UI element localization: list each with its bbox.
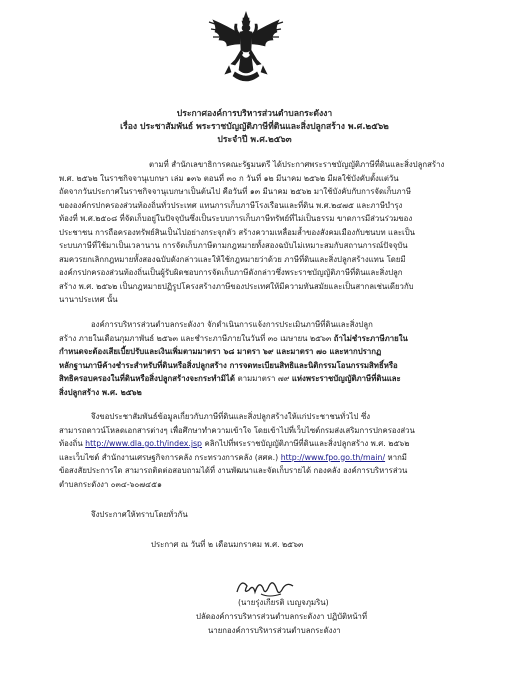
paragraph-3	[59, 410, 459, 491]
signer-title-1: ปลัดองค์การบริหารส่วนตำบลกระดังงา ปฏิบัติหน้าที่	[196, 612, 368, 621]
bold-segment: ถ้าไม่ชำระภาษีภายใน	[333, 333, 408, 343]
announcement-org-title: ประกาศองค์การบริหารส่วนตำบลกระดังงา	[176, 109, 333, 119]
paragraph-line	[59, 372, 459, 386]
fpo-website-link[interactable]: http://www.fpo.go.th/main/	[280, 452, 386, 462]
paragraph-line: องค์การบริหารส่วนตำบลกระดังงา จักดำเนินการแจ้งการประเมินภาษีที่ดินและสิ่งปลูก	[91, 320, 373, 329]
paragraph-line: ประชาชน การถือครองทรัพย์สินเป็นไปอย่างกระจุกตัว สร้างความเหลื่อมล้ำของสังคมเมืองกับชนบท และเป็น	[59, 227, 415, 237]
dla-website-link[interactable]: http://www.dla.go.th/index.jsp	[85, 439, 202, 448]
paragraph-line: ระบบภาษีที่ใช้มาเป็นเวลานาน การจัดเก็บภาษีตามกฎหมายทั้งสองฉบับไม่เหมาะสมกับสถานการณ์ปัจจุบัน	[59, 241, 408, 250]
paragraph-line: หลักฐานภาษีค้างชำระสำหรับที่ดินหรือสิ่งปลูกสร้าง การจดทะเบียนสิทธิและนิติกรรมโอนกรรมสิทธิ์หรือ	[59, 360, 398, 370]
signer-name: (นายรุ่งเกียรติ เบญจภุมริน)	[238, 598, 329, 607]
paragraph-line: องค์กรปกครองส่วนท้องถิ่นเป็นผู้รับผิดชอบการจัดเก็บภาษีดังกล่าวซึ่งพระราชบัญญัติภาษีที่ดินและสิ่งปลูก	[59, 268, 403, 277]
paragraph-line: ตามที่ สำนักเลขาธิการคณะรัฐมนตรี ได้ประกาศพระราชบัญญัติภาษีที่ดินและสิ่งปลูกสร้าง	[149, 160, 445, 169]
bold-segment: สิทธิครอบครองในที่ดินหรือสิ่งปลูกสร้างจะกระทำมิได้	[59, 374, 238, 383]
text-segment: ตามมาตรา ๗๙	[237, 374, 292, 383]
announcement-subject: เรื่อง ประชาสัมพันธ์ พระราชบัญญัติภาษีที่ดินและสิ่งปลูกสร้าง พ.ศ.๒๕๖๒	[120, 122, 389, 132]
bold-segment: แห่งพระราชบัญญัติภาษีที่ดินและ	[291, 374, 401, 383]
paragraph-line: สร้าง พ.ศ. ๒๕๖๒ เป็นกฎหมายปฏิรูปโครงสร้างภาษีของประเทศให้มีความทันสมัยและเป็นสากลเช่นเดียวกับ	[59, 281, 414, 291]
paragraph-line	[59, 437, 459, 451]
text-segment: สร้าง ภายในเดือนกุมภาพันธ์ ๒๕๖๓ และชำระภาษีภายในวันที่ ๓๐ เมษายน ๒๕๖๓	[59, 333, 334, 343]
paragraph-line: พ.ศ. ๒๕๖๒ ในราชกิจจานุเบกษา เล่ม ๑๓๖ ตอนที่ ๓๐ ก วันที่ ๑๒ มีนาคม ๒๕๖๒ มีผลใช้บังคับตั้งแต่วัน	[59, 173, 399, 183]
document-header	[0, 108, 509, 147]
paragraph-1	[59, 158, 459, 307]
garuda-emblem-icon	[205, 10, 287, 88]
paragraph-line: สามารถดาวน์โหลดเอกสารต่างๆ เพื่อศึกษาทำความเข้าใจ โดยเข้าไปที่เว็บไซต์กรมส่งเสริมการปกครองส่วน	[59, 425, 415, 435]
paragraph-line: สมควรยกเลิกกฎหมายทั้งสองฉบับดังกล่าวและให้ใช้กฎหมายว่าด้วย ภาษีที่ดินและสิ่งปลูกสร้างแทน โดยมี	[59, 254, 406, 264]
paragraph-line	[59, 451, 459, 465]
closing-block	[59, 508, 459, 522]
closing-line: จึงประกาศให้ทราบโดยทั่วกัน	[91, 510, 188, 519]
paragraph-line: ข้อสงสัยประการใด สามารถติดต่อสอบถามได้ที่ งานพัฒนาและจัดเก็บรายได้ กองคลัง องค์การบริหารส่วน	[59, 466, 408, 475]
paragraph-line	[59, 332, 459, 346]
text-segment: หากมี	[385, 452, 407, 462]
paragraph-line: สิ่งปลูกสร้าง พ.ศ. ๒๕๖๒	[59, 387, 142, 397]
announcement-date: ประกาศ ณ วันที่ ๒ เดือนมกราคม พ.ศ. ๒๕๖๓	[151, 540, 304, 549]
paragraph-line: ขององค์กรปกครองส่วนท้องถิ่นทั่วประเทศ แทนการเก็บภาษีโรงเรือนและที่ดิน พ.ศ.๒๔๗๕ และภาษีบำรุง	[59, 200, 403, 210]
paragraph-line: ตำบลกระดังงา ๐๓๔-๖๐๗๔๕๑	[59, 479, 162, 489]
paragraph-2	[59, 318, 459, 399]
paragraph-line: นานาประเทศ นั้น	[59, 295, 118, 304]
signer-title-2: นายกองค์การบริหารส่วนตำบลกระดังงา	[208, 626, 341, 635]
paragraph-line: ท้องที่ พ.ศ.๒๕๐๘ ที่จัดเก็บอยู่ในปัจจุบันซึ่งเป็นระบบการเก็บภาษีทรัพย์ที่ไม่เป็นธรรม ขาดการมีส่วนร่วมของ	[59, 214, 413, 223]
text-segment: ท้องถิ่น	[59, 439, 86, 448]
text-segment: และเว็บไซต์ สำนักงานเศรษฐกิจการคลัง กระทรวงการคลัง (สศค.)	[59, 452, 281, 462]
text-segment: คลิกไปที่พระราชบัญญัติภาษีที่ดินและสิ่งปลูกสร้าง พ.ศ. ๒๕๖๒	[202, 439, 410, 448]
paragraph-line: ถัดจากวันประกาศในราชกิจจานุเบกษาเป็นต้นไป คือวันที่ ๑๓ มีนาคม ๒๕๖๒ มาใช้บังคับกับการจัดเก็บภาษี	[59, 187, 412, 196]
paragraph-line: กำหนดจะต้องเสียเบี้ยปรับและเงินเพิ่มตามมาตรา ๖๘ มาตรา ๖๙ และมาตรา ๗๐ และหากปรากฏ	[59, 347, 382, 356]
paragraph-line: จึงขอประชาสัมพันธ์ข้อมูลเกี่ยวกับภาษีที่ดินและสิ่งปลูกสร้างให้แก่ประชาชนทั่วไป ซึ่ง	[91, 412, 371, 421]
date-block	[59, 538, 459, 552]
signature-block	[0, 596, 509, 638]
announcement-year: ประจำปี พ.ศ.๒๕๖๓	[217, 135, 292, 145]
